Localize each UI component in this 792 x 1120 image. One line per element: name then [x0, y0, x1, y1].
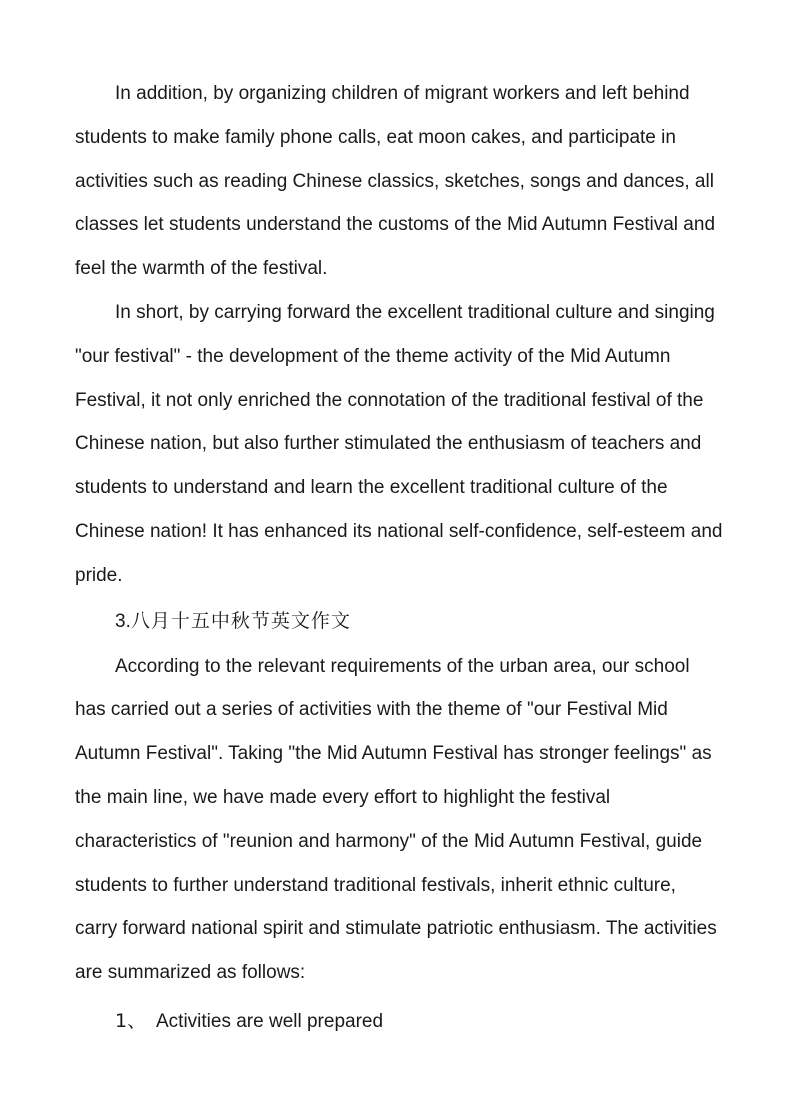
list-item-number: 1、: [115, 1009, 147, 1032]
section-heading-title: 八月十五中秋节英文作文: [130, 609, 351, 632]
document-body: [75, 72, 723, 1048]
paragraph-school-activities: According to the relevant requirements of the urban area, our school has carried out a series of activities with the theme of "our Festival Mid Autumn Festival". Taking "the Mid Autumn Festival has stronger feelings" as the main line, we have made every effort to highlight the festival characteristics of "reunion and harmony" of the Mid Autumn Festival, guide students to further understand traditional festivals, inherit ethnic culture, carry forward national spirit and stimulate patriotic enthusiasm. The activities are summarized as follows:: [75, 655, 717, 984]
section-heading: [75, 598, 723, 645]
paragraph-migrant-children-activities: In addition, by organizing children of migrant workers and left behind students to make family phone calls, eat moon cakes, and participate in activities such as reading Chinese classics, sketches, songs and dances, all classes let students understand the customs of the Mid Autumn Festival and feel the warmth of the festival.: [75, 83, 716, 280]
list-item: [75, 995, 723, 1048]
section-heading-number: 3.: [115, 610, 131, 632]
paragraph-summary: In short, by carrying forward the excellent traditional culture and singing "our festival" - the development of the theme activity of the Mid Autumn Festival, it not only enriched the connotation of the traditional festival of the Chinese nation, but also further stimulated the enthusiasm of teachers and students to understand and learn the excellent traditional culture of the Chinese nation! It has enhanced its national self-confidence, self-esteem and pride.: [75, 301, 723, 586]
list-item-text: Activities are well prepared: [156, 1010, 384, 1032]
